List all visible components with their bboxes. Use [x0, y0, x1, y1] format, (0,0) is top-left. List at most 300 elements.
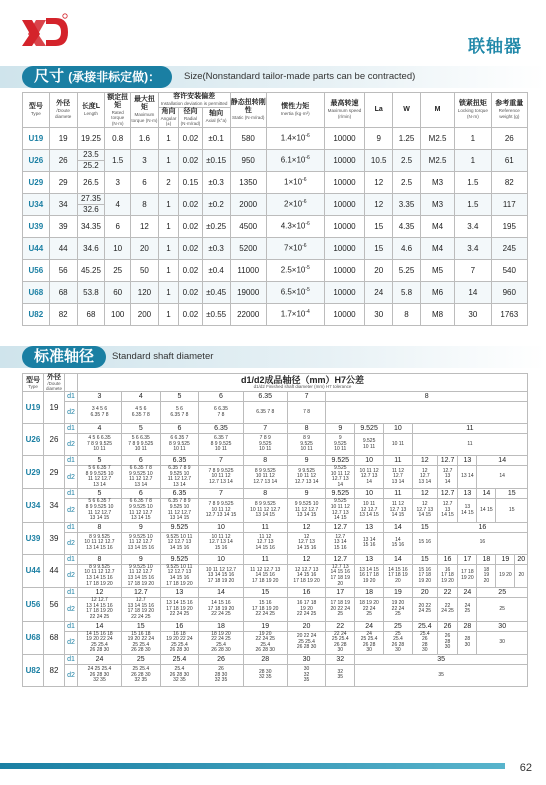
shaft-d2-cell: 28 30 32 35 [243, 664, 287, 686]
cell-w: 5.25 [393, 259, 421, 281]
shaft-d1-cell: 18 [199, 621, 244, 631]
shaft-d1-cell: 8 [326, 392, 528, 402]
row-label-d2: d2 [65, 598, 78, 621]
cell-sp: 10000 [324, 193, 365, 215]
shaft-d2-cell: 11 12 12.7 13 14 15 [384, 499, 413, 522]
cell-m: M2.5 [420, 149, 454, 171]
cell-l: 34.35 [77, 215, 105, 237]
cell-w: 4.6 [393, 237, 421, 259]
shaft-d2-cell [326, 402, 528, 424]
cell-lk: 1.5 [455, 193, 491, 215]
shaft-d1-cell: 16 [437, 522, 527, 532]
shaft-d2-cell: 6 6.35 7 8 9 9.525 10 11 [160, 434, 199, 456]
shaft-d1-cell: 11 [243, 554, 287, 564]
cell-type: U68 [23, 621, 44, 654]
table-row [23, 434, 528, 456]
table-row [23, 466, 528, 489]
shaft-d1-cell: 26 [437, 621, 458, 631]
shaft-d1-cell: 10 [355, 456, 384, 466]
shaft-d1-cell: 17 [326, 588, 355, 598]
brand-title: 联轴器 [468, 37, 522, 56]
shaft-d1-cell: 32 [326, 654, 355, 664]
col-angular: 角向 Angular (±) [158, 107, 178, 127]
shaft-d1-cell: 24 [355, 621, 384, 631]
cell-a: 1 [158, 259, 178, 281]
shaft-d2-cell: 12 12.7 13 14 15 16 17 18 19 20 22 24 25 [78, 598, 122, 621]
shaft-d2-cell: 9 9.525 10 11 [326, 434, 355, 456]
shaft-d2-cell: 8 9 9.525 10 11 12 12.7 13 14 [243, 466, 287, 489]
shaft-d2-cell: 16 17 18 19 20 [437, 564, 458, 587]
shaft-d2-cell: 12 12.7 13 14 15 [412, 499, 437, 522]
col-max-torque: 最大扭矩 Maximum torque (N·m) [131, 93, 159, 128]
cell-mt: 50 [131, 259, 159, 281]
cell-la: 24 [365, 281, 393, 303]
cell-diameter: 26 [44, 424, 65, 456]
col-inertia: 惯性力矩 Inertia (kg·m²) [266, 93, 324, 128]
cell-ax: ±0.3 [202, 237, 230, 259]
shaft-d1-cell: 14 [384, 554, 413, 564]
shaft-d1-cell: 13 [160, 588, 199, 598]
shaft-d1-cell: 14 [477, 456, 528, 466]
shaft-d2-cell: 18 19 20 22 24 25 25.4 26 28 30 [199, 631, 244, 654]
row-label-d1: d1 [65, 522, 78, 532]
shaft-d1-cell: 9.525 [326, 456, 355, 466]
shaft-d1-cell: 6 [199, 392, 244, 402]
shaft-d1-cell: 14 [199, 588, 244, 598]
shaft-d1-cell: 9.525 [160, 554, 199, 564]
section-shaft-pill: 标准轴径 [22, 346, 106, 368]
cell-d: 19 [49, 127, 77, 149]
cell-w: 4.35 [393, 215, 421, 237]
cell-r: 0.02 [179, 281, 203, 303]
shaft-d1-cell: 7 [199, 456, 244, 466]
shaft-d1-cell: 12.7 [121, 588, 160, 598]
shaft-d2-cell: 8 9 9.525 10 11 12 12.7 13 14 15 16 17 18 19 20 [78, 564, 122, 587]
shaft-d2-cell: 9.525 10 11 12 12.7 13 14 15 16 17 18 19 20 [160, 564, 199, 587]
shaft-d2-cell: 10 11 12 12.7 13 14 15 16 17 18 19 20 [199, 564, 244, 587]
shaft-d2-cell: 10 11 12 12.7 13 14 15 [355, 499, 384, 522]
shaft-d1-cell: 35 [355, 654, 528, 664]
cell-sp: 10000 [324, 303, 365, 325]
cell-l: 45.25 [77, 259, 105, 281]
shaft-d1-cell: 12 [287, 554, 326, 564]
cell-wt: 195 [491, 215, 527, 237]
shaft-d1-cell: 9 [121, 554, 160, 564]
shaft-d1-cell: 6.35 [243, 392, 287, 402]
table-row [23, 532, 528, 554]
shaft-d2-cell: 14 15 16 17 18 19 20 22 24 25 [199, 598, 244, 621]
shaft-d2-cell: 10 11 12 12.7 13 14 [355, 466, 384, 489]
shaft-d1-cell: 11 [384, 489, 413, 499]
shaft-d1-cell: 3 [78, 392, 122, 402]
shaft-d2-cell: 13 14 15 16 [355, 532, 384, 554]
shaft-d1-cell: 9 [287, 456, 326, 466]
shaft-d1-cell: 17 [458, 554, 477, 564]
section-shaft-header [0, 346, 546, 368]
table-row [23, 621, 528, 631]
cell-d: 29 [49, 171, 77, 193]
shaft-d1-cell: 4 [121, 392, 160, 402]
row-label-d1: d1 [65, 588, 78, 598]
shaft-d1-cell: 5 [160, 392, 199, 402]
shaft-d2-cell: 24 25 25.4 26 28 30 [355, 631, 384, 654]
cell-la: 15 [365, 237, 393, 259]
col-type: 型号 Type [23, 374, 44, 392]
shaft-d1-cell: 12.7 [326, 554, 355, 564]
table-row [23, 392, 528, 402]
cell-type: U44 [23, 554, 44, 587]
shaft-d1-cell: 8 [78, 554, 122, 564]
shaft-d2-cell: 5 6 6.35 7 8 9 9.525 10 11 12 12.7 13 14 15 [78, 499, 122, 522]
cell-sp: 10000 [324, 237, 365, 259]
shaft-d1-cell: 12.7 [437, 456, 458, 466]
row-label-d2: d2 [65, 664, 78, 686]
cell-a: 1 [158, 281, 178, 303]
shaft-d2-cell: 14 15 16 17 18 19 20 [384, 564, 413, 587]
shaft-d2-cell: 7 8 [287, 402, 326, 424]
cell-t: 100 [105, 303, 131, 325]
section-shaft-subtitle: Standard shaft diameter [112, 351, 214, 362]
cell-lk: 14 [455, 281, 491, 303]
cell-mt: 8 [131, 193, 159, 215]
cell-lk: 3.4 [455, 237, 491, 259]
shaft-d1-cell: 26 [199, 654, 244, 664]
shaft-d2-cell: 15 16 [412, 532, 437, 554]
table-row [23, 193, 528, 215]
shaft-d1-cell: 6 [160, 424, 199, 434]
cell-t: 60 [105, 281, 131, 303]
cell-diameter: 19 [44, 392, 65, 424]
shaft-d1-cell: 14 [78, 621, 122, 631]
cell-a: 1 [158, 237, 178, 259]
cell-t: 10 [105, 237, 131, 259]
shaft-d1-cell: 14 [477, 489, 496, 499]
shaft-d2-cell: 6 6.35 7 8 9 9.525 10 11 12 12.7 13 14 15 [121, 499, 160, 522]
cell-w: 8 [393, 303, 421, 325]
cell-type: U19 [23, 127, 50, 149]
cell-l: 34.6 [77, 237, 105, 259]
table-row [23, 554, 528, 564]
shaft-d2-cell: 8 9 9.525 10 11 12 12.7 13 14 15 [243, 499, 287, 522]
shaft-d1-cell: 20 [412, 588, 437, 598]
cell-type: U82 [23, 654, 44, 686]
shaft-d1-cell: 9 [326, 424, 355, 434]
shaft-d2-cell: 32 35 [326, 664, 355, 686]
shaft-d1-cell: 13 [458, 456, 477, 466]
row-label-d1: d1 [65, 392, 78, 402]
shaft-d2-cell: 12.7 13 14 15 [437, 499, 458, 522]
cell-s: 950 [230, 149, 266, 171]
shaft-d1-cell: 8 [243, 489, 287, 499]
shaft-d2-cell: 17 18 19 20 [458, 564, 477, 587]
shaft-d2-cell: 7 8 9 9.525 10 11 12 12.7 13 14 15 [199, 499, 244, 522]
col-static-stiffness: 静态扭转刚性 Static (N·m/rad) [230, 93, 266, 128]
cell-mt: 20 [131, 237, 159, 259]
row-label-d2: d2 [65, 466, 78, 489]
cell-wt: 61 [491, 149, 527, 171]
table-row [23, 149, 528, 171]
shaft-d1-cell: 11 [412, 424, 527, 434]
shaft-d2-cell: 7 8 9 9.525 10 11 12 12.7 13 14 [199, 466, 244, 489]
row-label-d1: d1 [65, 654, 78, 664]
cell-d: 68 [49, 281, 77, 303]
shaft-d1-cell: 19 [243, 621, 287, 631]
shaft-d1-cell: 16 [287, 588, 326, 598]
table-row [23, 664, 528, 686]
shaft-d2-cell: 12.7 13 14 15 16 17 18 19 20 [326, 564, 355, 587]
col-finished-shaft: d1/d2成品轴径（mm）H7公差 d1/d2 Finished shaft diameter (mm) H7 tolerance [78, 374, 528, 392]
cell-lk: 1.5 [455, 171, 491, 193]
cell-sp: 10000 [324, 171, 365, 193]
shaft-d1-cell: 10 [384, 424, 413, 434]
cell-type: U39 [23, 522, 44, 554]
page-number: 62 [519, 762, 532, 774]
shaft-d2-cell: 6.35 7 8 9 9.525 10 11 12 12.7 13 14 [160, 466, 199, 489]
cell-t: 0.8 [105, 127, 131, 149]
cell-r: 0.15 [179, 171, 203, 193]
cell-s: 11000 [230, 259, 266, 281]
cell-s: 580 [230, 127, 266, 149]
footer-bar [0, 763, 505, 769]
section-size-header [0, 66, 546, 88]
row-label-d2: d2 [65, 564, 78, 587]
shaft-d2-cell: 25 [477, 598, 528, 621]
shaft-d2-cell: 30 32 35 [287, 664, 326, 686]
cell-m: M4 [420, 237, 454, 259]
cell-wt: 82 [491, 171, 527, 193]
shaft-d1-cell: 19 [384, 588, 413, 598]
shaft-d1-cell: 6 [121, 456, 160, 466]
shaft-d2-cell: 14 15 16 [384, 532, 413, 554]
table-row [23, 171, 528, 193]
cell-lk: 1 [455, 127, 491, 149]
col-max-speed: 最高转速 Maximum speed (r/min) [324, 93, 365, 128]
cell-w: 2.5 [393, 149, 421, 171]
cell-d: 34 [49, 193, 77, 215]
cell-wt: 1763 [491, 303, 527, 325]
cell-i: $6.5\times 10^{-5}$ [266, 281, 324, 303]
cell-l: 19.25 [77, 127, 105, 149]
cell-d: 44 [49, 237, 77, 259]
shaft-d2-cell: 14 15 16 18 19 20 22 24 25 25.4 26 28 30 [78, 631, 122, 654]
shaft-d1-cell: 4 [78, 424, 122, 434]
shaft-d1-cell: 11 [384, 456, 413, 466]
shaft-d2-cell: 12.7 13 14 15 16 17 18 19 20 22 24 25 [121, 598, 160, 621]
cell-r: 0.02 [179, 303, 203, 325]
shaft-d2-cell: 9 9.525 10 11 12 12.7 13 14 15 [287, 499, 326, 522]
cell-ax: ±0.25 [202, 215, 230, 237]
cell-ax: ±0.1 [202, 127, 230, 149]
shaft-d1-cell: 25.4 [160, 654, 199, 664]
shaft-d1-cell: 6.35 [160, 489, 199, 499]
shaft-d1-cell: 22 [326, 621, 355, 631]
shaft-d2-cell: 13 14 [458, 466, 477, 489]
shaft-d2-cell: 12.7 13 14 [437, 466, 458, 489]
cell-mt: 3 [131, 149, 159, 171]
cell-t: 25 [105, 259, 131, 281]
table-row [23, 588, 528, 598]
section-size-subtitle: Size(Nonstandard tailor-made parts can be contracted) [184, 71, 416, 82]
section-size-pill: 尺寸 (承接非标定做)： [22, 66, 172, 88]
shaft-d1-cell: 24 [78, 654, 122, 664]
cell-diameter: 29 [44, 456, 65, 489]
cell-type: U19 [23, 392, 44, 424]
cell-type: U29 [23, 171, 50, 193]
shaft-d2-cell: 6 6.35 7 8 [199, 402, 244, 424]
col-install-deviation: 容许安装偏差 Installation deviation is permitted [158, 93, 230, 108]
cell-i: $1.4\times 10^{-6}$ [266, 127, 324, 149]
shaft-d1-cell: 9 [287, 489, 326, 499]
cell-s: 5200 [230, 237, 266, 259]
cell-diameter: 82 [44, 654, 65, 686]
cell-a: 1 [158, 127, 178, 149]
shaft-d2-cell: 20 22 24 25 [412, 598, 437, 621]
shaft-d2-cell: 24 25 25.4 26 28 30 32 35 [78, 664, 122, 686]
cell-s: 4500 [230, 215, 266, 237]
shaft-d2-cell: 6.35 7 8 9 9.525 10 11 [199, 434, 244, 456]
cell-l: 53.8 [77, 281, 105, 303]
shaft-d2-cell: 9 9.525 10 11 12 12.7 13 14 15 16 17 18 19 20 [121, 564, 160, 587]
shaft-d1-cell: 15 [243, 588, 287, 598]
cell-r: 0.02 [179, 259, 203, 281]
cell-w: 3.35 [393, 193, 421, 215]
row-label-d2: d2 [65, 434, 78, 456]
col-m: M [420, 93, 454, 128]
shaft-d2-cell: 14 15 [477, 499, 496, 522]
shaft-d2-cell: 9.525 10 11 12 12.7 13 14 15 [326, 499, 355, 522]
cell-m: M5 [420, 259, 454, 281]
shaft-d2-cell: 25.4 26 28 30 32 35 [160, 664, 199, 686]
cell-r: 0.02 [179, 237, 203, 259]
cell-la: 30 [365, 303, 393, 325]
shaft-d2-cell: 18 19 20 [477, 564, 496, 587]
shaft-d2-cell: 7 8 9 9.525 10 11 [243, 434, 287, 456]
cell-d: 56 [49, 259, 77, 281]
shaft-d1-cell: 28 [243, 654, 287, 664]
shaft-diameter-table [22, 373, 528, 687]
row-label-d1: d1 [65, 621, 78, 631]
shaft-d2-cell: 5 6 6.35 7 8 [160, 402, 199, 424]
shaft-d2-cell: 20 [515, 564, 528, 587]
shaft-d1-cell: 9.525 [326, 489, 355, 499]
cell-s: 19000 [230, 281, 266, 303]
cell-ax: ±0.15 [202, 149, 230, 171]
cell-type: U56 [23, 588, 44, 621]
col-type: 型号 Type [23, 93, 50, 128]
cell-type: U29 [23, 456, 44, 489]
shaft-d2-cell: 25 25.4 26 28 30 [384, 631, 413, 654]
shaft-d2-cell: 13 14 15 [458, 499, 477, 522]
size-table [22, 92, 528, 326]
shaft-d1-cell: 10 [355, 489, 384, 499]
col-la: La [365, 93, 393, 128]
shaft-d1-cell: 16 [437, 554, 458, 564]
cell-t: 3 [105, 171, 131, 193]
shaft-d1-cell: 19 [496, 554, 515, 564]
cell-m: M3 [420, 193, 454, 215]
cell-type: U82 [23, 303, 50, 325]
cell-type: U26 [23, 149, 50, 171]
shaft-d2-cell: 28 30 [458, 631, 477, 654]
cell-m: M8 [420, 303, 454, 325]
shaft-d1-cell: 25 [384, 621, 413, 631]
shaft-d2-cell: 12 12.7 13 14 [412, 466, 437, 489]
shaft-d2-cell: 9.525 10 11 [355, 434, 384, 456]
shaft-d2-cell: 18 19 20 22 24 25 [355, 598, 384, 621]
cell-mt: 200 [131, 303, 159, 325]
cell-mt: 1.6 [131, 127, 159, 149]
col-diameter: 外径 /Doute diamete [49, 93, 77, 128]
shaft-d1-cell: 30 [477, 621, 528, 631]
cell-l: 27.35 32.6 [77, 193, 105, 215]
shaft-d2-cell: 9.525 10 11 12 12.7 13 14 [326, 466, 355, 489]
cell-a: 1 [158, 193, 178, 215]
shaft-d2-cell: 35 [355, 664, 528, 686]
cell-lk: 3.4 [455, 215, 491, 237]
shaft-d2-cell: 19 20 [496, 564, 515, 587]
cell-mt: 120 [131, 281, 159, 303]
shaft-d1-cell: 12 [78, 588, 122, 598]
cell-ax: ±0.55 [202, 303, 230, 325]
shaft-d1-cell: 7 [243, 424, 287, 434]
shaft-d1-cell: 25 [477, 588, 528, 598]
shaft-d1-cell: 12 [412, 456, 437, 466]
cell-diameter: 34 [44, 489, 65, 522]
shaft-d1-cell: 9.525 [355, 424, 384, 434]
shaft-d1-cell: 6.35 [199, 424, 244, 434]
shaft-d1-cell: 25 [121, 654, 160, 664]
shaft-d1-cell: 13 [458, 489, 477, 499]
cell-ax: ±0.4 [202, 259, 230, 281]
shaft-d2-cell: 5 6 6.35 7 8 9 9.525 10 11 12 12.7 13 14 [78, 466, 122, 489]
table-row [23, 215, 528, 237]
cell-l: 26.5 [77, 171, 105, 193]
col-length: 长度L Length [77, 93, 105, 128]
shaft-d2-cell: 12 12.7 13 14 15 16 [287, 532, 326, 554]
cell-diameter: 68 [44, 621, 65, 654]
shaft-d2-cell: 19 20 22 24 25 [384, 598, 413, 621]
cell-wt: 245 [491, 237, 527, 259]
shaft-d1-cell: 10 [199, 522, 244, 532]
col-rated-torque: 额定扭矩 Rated torque (N·m) [105, 93, 131, 128]
cell-r: 0.02 [179, 149, 203, 171]
cell-diameter: 39 [44, 522, 65, 554]
shaft-d1-cell: 15 [121, 621, 160, 631]
shaft-d2-cell: 15 [496, 499, 528, 522]
row-label-d1: d1 [65, 554, 78, 564]
cell-la: 15 [365, 215, 393, 237]
table-row [23, 598, 528, 621]
cell-s: 22000 [230, 303, 266, 325]
col-radial: 径向 Radial (N·m/rad) [180, 107, 201, 126]
cell-i: $1.7\times 10^{-4}$ [266, 303, 324, 325]
shaft-d2-cell: 22 24 25 25.4 26 28 30 [326, 631, 355, 654]
table-row [23, 654, 528, 664]
shaft-d1-cell: 13 [355, 522, 384, 532]
cell-i: $2\times 10^{-6}$ [266, 193, 324, 215]
cell-sp: 10000 [324, 281, 365, 303]
shaft-d2-cell: 15 16 18 19 20 22 24 25 25.4 26 28 30 [121, 631, 160, 654]
shaft-d1-cell: 5 [121, 424, 160, 434]
shaft-d1-cell: 13 [355, 554, 384, 564]
cell-i: $7\times 10^{-6}$ [266, 237, 324, 259]
shaft-d2-cell: 4 5 6 6.35 7 8 9 9.525 10 11 [78, 434, 122, 456]
shaft-d2-cell: 16 [437, 532, 527, 554]
row-label-d1: d1 [65, 456, 78, 466]
cell-la: 10.5 [365, 149, 393, 171]
shaft-d1-cell: 12.7 [326, 522, 355, 532]
shaft-d2-cell: 15 16 17 18 19 20 22 24 25 [243, 598, 287, 621]
